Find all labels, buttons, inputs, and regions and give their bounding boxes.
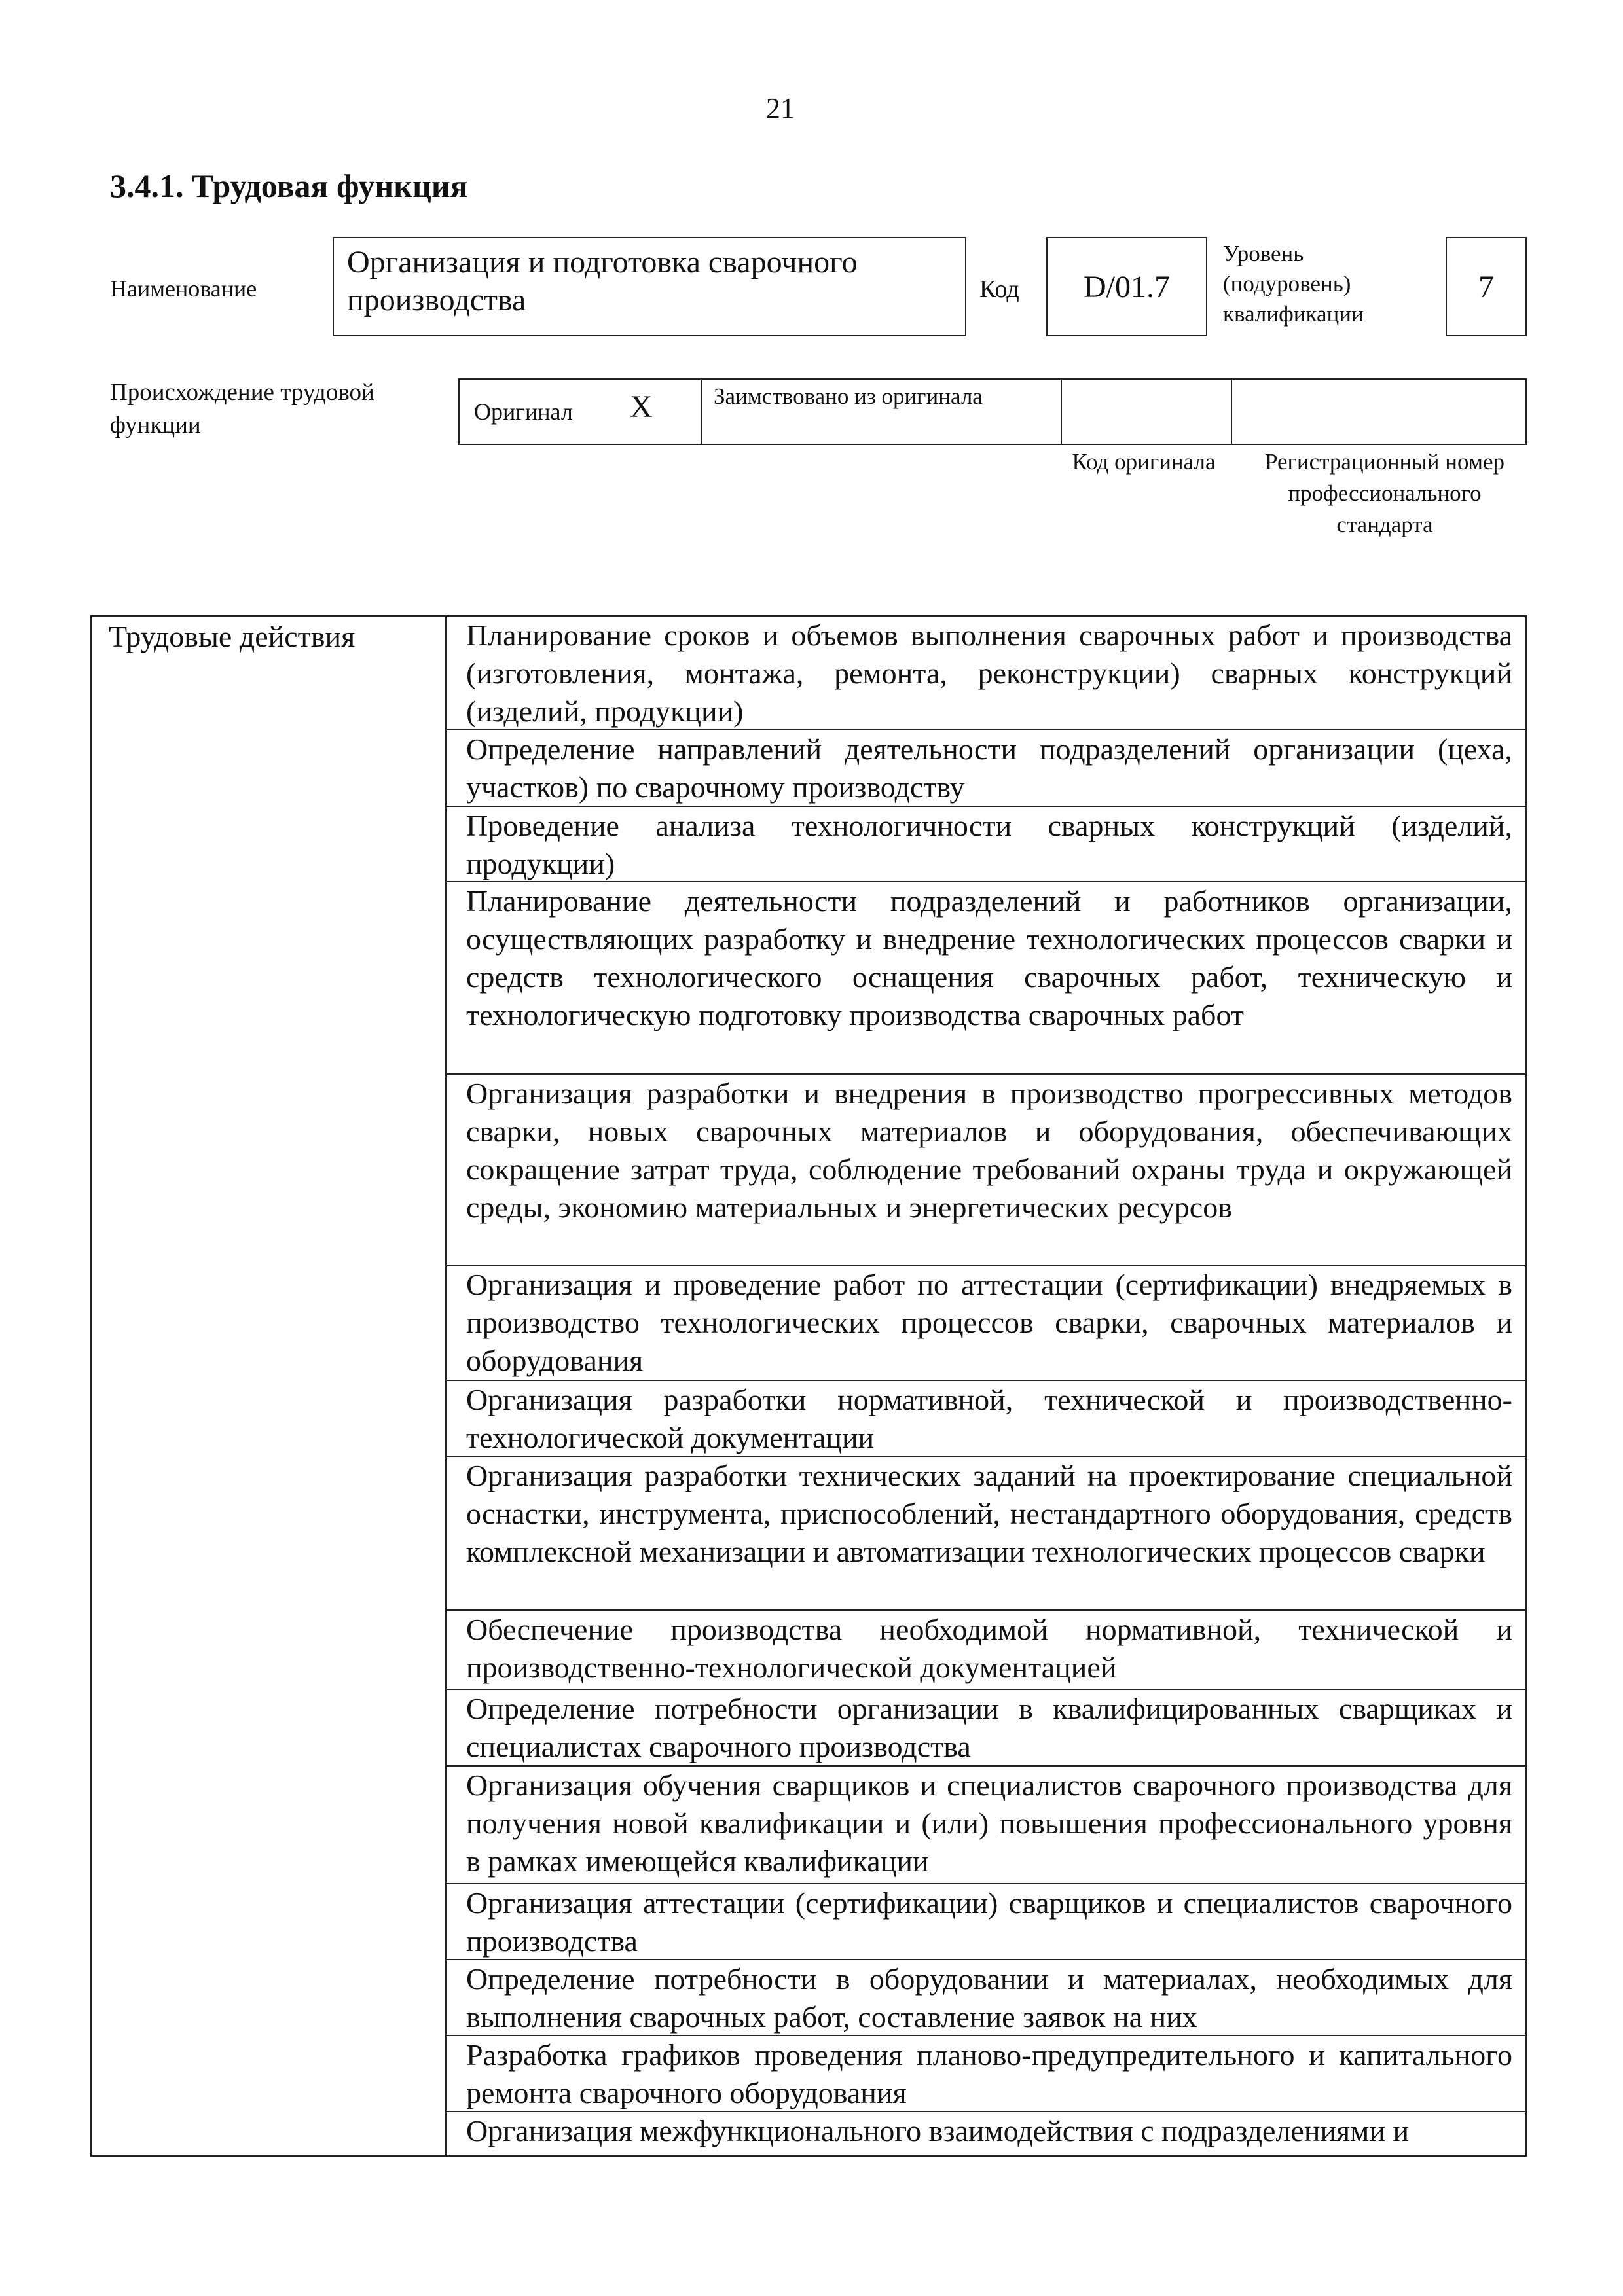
page-number: 21: [766, 92, 795, 124]
action-row: Организация аттестации (сертификации) сварщиков и специалистов сварочного производства: [447, 1884, 1527, 1960]
origin-divider: [1061, 380, 1062, 444]
origin-divider: [1231, 380, 1232, 444]
action-row: Разработка графиков проведения планово-предупредительного и капитального ремонта сварочного оборудования: [447, 2036, 1527, 2112]
borrowed-label: Заимствовано из оригинала: [714, 384, 983, 409]
labor-actions-list: [447, 617, 1527, 2153]
action-row: Организация разработки нормативной, технической и производственно-технологической документации: [447, 1381, 1527, 1457]
code-label: Код: [979, 276, 1019, 303]
level-value: 7: [1478, 269, 1494, 304]
level-label-line1: Уровень: [1223, 241, 1304, 266]
labor-actions-label: Трудовые действия: [109, 620, 356, 653]
level-label: [1223, 239, 1364, 329]
action-row: Организация разработки технических заданий на проектирование специальной оснастки, инструмента, приспособлений, нестандартного оборудования, средств комплексной механизации и автоматизации технологических процессов сварки: [447, 1457, 1527, 1611]
level-label-line3: квалификации: [1223, 301, 1364, 327]
code-original-caption: Код оригинала: [1072, 449, 1216, 475]
action-row: Организация обучения сварщиков и специалистов сварочного производства для получения новой квалификации и (или) повышения профессионального уровня в рамках имеющейся квалификации: [447, 1767, 1527, 1884]
action-row: Обеспечение производства необходимой нормативной, технической и производственно-технологической документацией: [447, 1611, 1527, 1690]
level-value-box: [1446, 237, 1527, 336]
name-value-box: [333, 237, 966, 336]
action-row: Проведение анализа технологичности сварных конструкций (изделий, продукции): [447, 807, 1527, 882]
action-row: Планирование деятельности подразделений и работников организации, осуществляющих разработку и внедрение технологических процессов сварки и средств технологического оснащения сварочных работ, техническую и технологическую подготовку производства сварочных работ: [447, 882, 1527, 1075]
action-row: Определение потребности организации в квалифицированных сварщиках и специалистах сварочного производства: [447, 1690, 1527, 1767]
action-row: Организация и проведение работ по аттестации (сертификации) внедряемых в производство технологических процессов сварки, сварочных материалов и оборудования: [447, 1266, 1527, 1381]
action-row: Планирование сроков и объемов выполнения сварочных работ и производства (изготовления, монтажа, ремонта, реконструкции) сварных конструкций (изделий, продукции): [447, 617, 1527, 730]
original-label: Оригинал: [474, 399, 573, 425]
origin-divider: [701, 380, 702, 444]
code-value-box: [1046, 237, 1207, 336]
section-title: 3.4.1. Трудовая функция: [110, 168, 468, 204]
labor-actions-label-cell: [92, 617, 447, 2155]
name-label: Наименование: [110, 276, 257, 302]
labor-actions-table: [90, 615, 1527, 2157]
reg-number-caption: Регистрационный номер профессионального стандарта: [1264, 449, 1505, 537]
code-value: D/01.7: [1084, 269, 1170, 304]
origin-label: Происхождение трудовой функции: [110, 379, 374, 439]
level-label-line2: (подуровень): [1223, 271, 1351, 296]
original-mark: X: [630, 389, 653, 424]
origin-table: [458, 378, 1527, 445]
action-row: Определение потребности в оборудовании и материалах, необходимых для выполнения сварочных работ, составление заявок на них: [447, 1960, 1527, 2036]
action-row: Организация разработки и внедрения в производство прогрессивных методов сварки, новых сварочных материалов и оборудования, обеспечивающих сокращение затрат труда, соблюдение требований охраны труда и окружающей среды, экономию материальных и энергетических ресурсов: [447, 1075, 1527, 1266]
action-row: Определение направлений деятельности подразделений организации (цеха, участков) по сварочному производству: [447, 730, 1527, 807]
name-value: Организация и подготовка сварочного производства: [347, 245, 858, 317]
action-row: Организация межфункционального взаимодействия с подразделениями и: [466, 2114, 1410, 2147]
